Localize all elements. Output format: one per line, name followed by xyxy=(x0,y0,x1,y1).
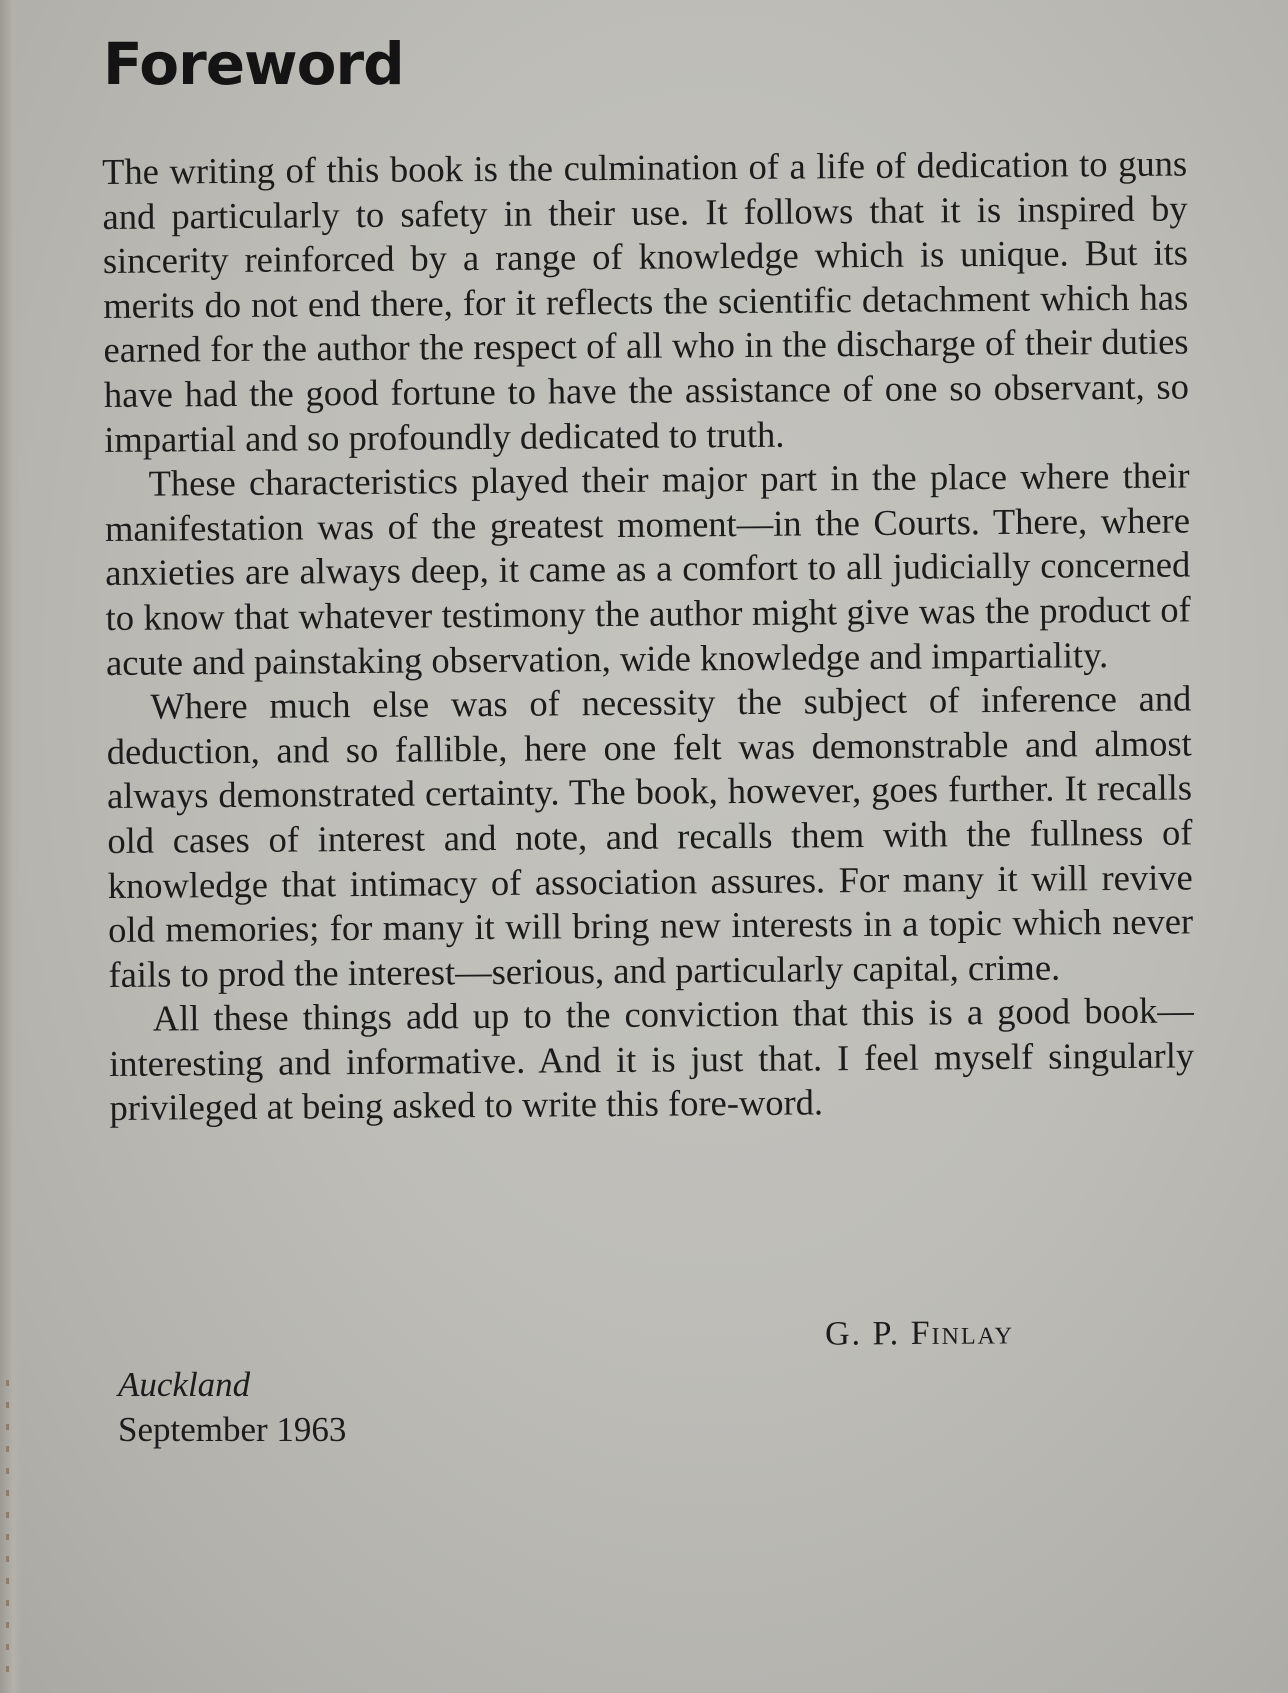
foreword-body xyxy=(102,141,1195,1131)
page-title: Foreword xyxy=(103,30,404,98)
paragraph-3: Where much else was of necessity the subject of inference and deduction, and so fallible, here one felt was demonstrable and almost always demonstrated certainty. The book, however, goes further. It recalls old cases of interest and note, and recalls them with the fullness of knowledge that intimacy of association assures. For many it will revive old memories; for many it will bring new interests in a topic which never fails to prod the interest—serious, and particularly capital, crime. xyxy=(106,677,1194,995)
paragraph-2: These characteristics played their major part in the place where their manifestation was of the greatest moment—in the Courts. There, where anxieties are always deep, it came as a comfort to all judicially concerned to know that whatever testimony the author might give was the product of acute and painstaking observation, wide knowledge and impartiality. xyxy=(104,454,1191,683)
page-spine-edge xyxy=(0,0,22,1693)
binding-stitch xyxy=(6,1380,9,1680)
paragraph-1: The writing of this book is the culmination of a life of dedication to guns and particularly to safety in their use. It follows that it is inspired by sincerity reinforced by a range of knowledge which is unique. But its merits do not end there, for it reflects the scientific detachment which has earned for the author the respect of all who in the discharge of their duties have had the good fortune to have the assistance of one so observant, so impartial and so profoundly dedicated to truth. xyxy=(102,142,1190,460)
paragraph-4: All these things add up to the conviction that this is a good book—interesting and informative. And it is just that. I feel myself singularly privileged at being asked to write this fore-word. xyxy=(109,989,1195,1129)
date-line: September 1963 xyxy=(118,1410,347,1449)
author-signature: G. P. Finlay xyxy=(824,1314,1015,1353)
place-line: Auckland xyxy=(118,1365,251,1404)
